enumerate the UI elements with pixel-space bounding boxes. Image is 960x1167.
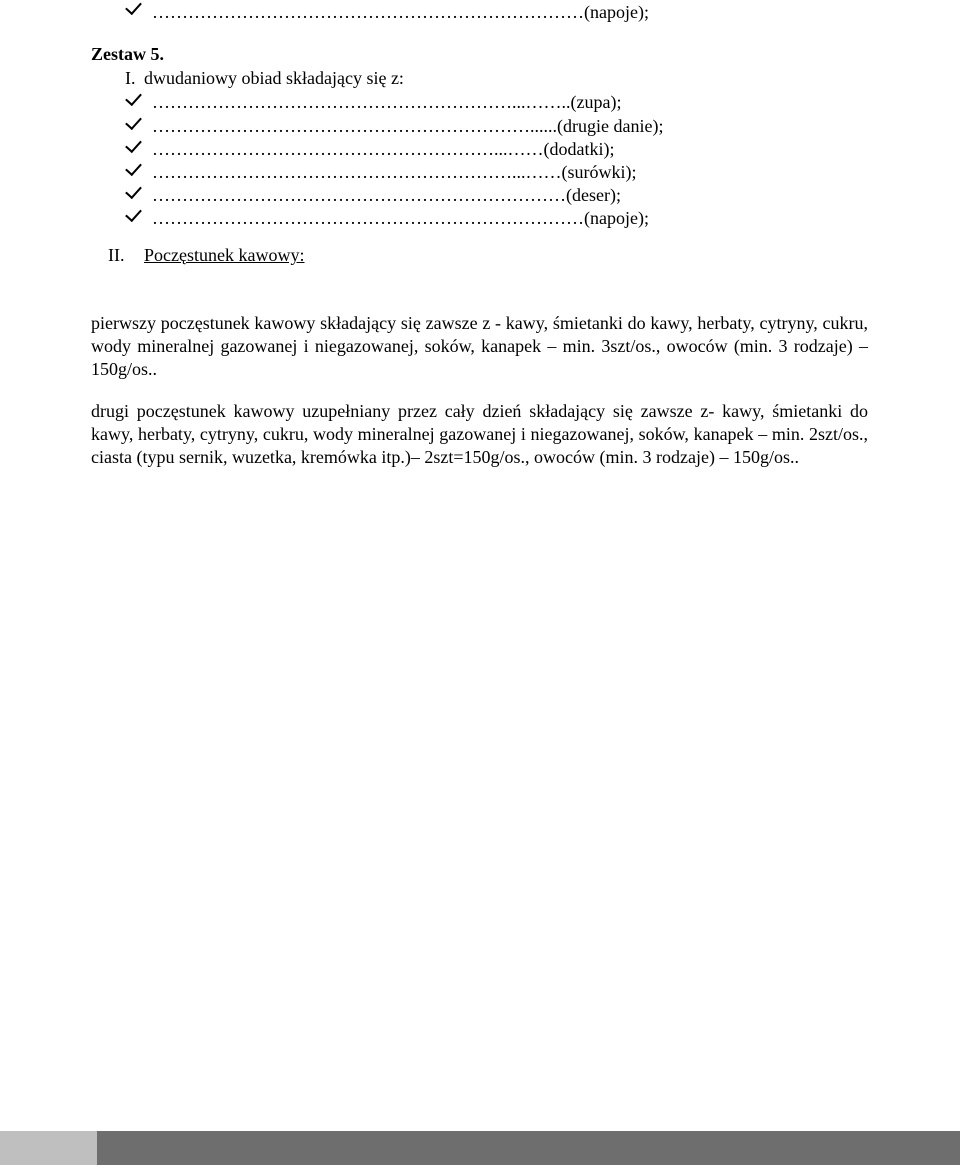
checkmark-icon	[125, 205, 142, 222]
footer-bar-dark	[97, 1131, 960, 1165]
checkmark-icon	[125, 136, 142, 153]
list-item-text: …………………………………………………...……(dodatki);	[152, 139, 615, 159]
set-title: Zestaw 5.	[91, 44, 164, 64]
list-item-text: ………………………………………………………......(drugie danie);	[152, 116, 664, 136]
checkmark-icon	[125, 113, 142, 130]
paragraph: pierwszy poczęstunek kawowy składający się zawsze z - kawy, śmietanki do kawy, herbaty, cytryny, cukru, wody mineralnej gazowanej i niegazowanej, soków, kanapek – min. 3szt/os., owoców (min. 3 rodzaje) – 150g/os..	[91, 313, 868, 379]
footer-bar-light	[0, 1131, 97, 1165]
list-item-text: ………………………………………………………………(napoje);	[152, 2, 649, 22]
checkmark-icon	[125, 182, 142, 199]
checkmark-icon	[125, 0, 142, 15]
list-item-text: ……………………………………………………...……..(zupa);	[152, 92, 622, 112]
checkmark-icon	[125, 89, 142, 106]
checkmark-icon	[125, 159, 142, 176]
section-title: Poczęstunek kawowy:	[144, 245, 305, 265]
section-number: II.	[108, 245, 125, 265]
paragraph: drugi poczęstunek kawowy uzupełniany przez cały dzień składający się zawsze z- kawy, śmietanki do kawy, herbaty, cytryny, cukru, wody mineralnej gazowanej i niegazowanej, soków, kanapek – min. 2szt/os., ciasta (typu sernik, wuzetka, kremówka itp.)– 2szt=150g/os., owoców (min. 3 rodzaje) – 150g/os..	[91, 401, 868, 467]
list-item-text: ……………………………………………………...……(surówki);	[152, 162, 637, 182]
list-item-text: ……………………………………………………………(deser);	[152, 185, 621, 205]
list-item-text: ………………………………………………………………(napoje);	[152, 208, 649, 228]
section-title: dwudaniowy obiad składający się z:	[144, 68, 404, 88]
section-number: I.	[125, 68, 136, 88]
